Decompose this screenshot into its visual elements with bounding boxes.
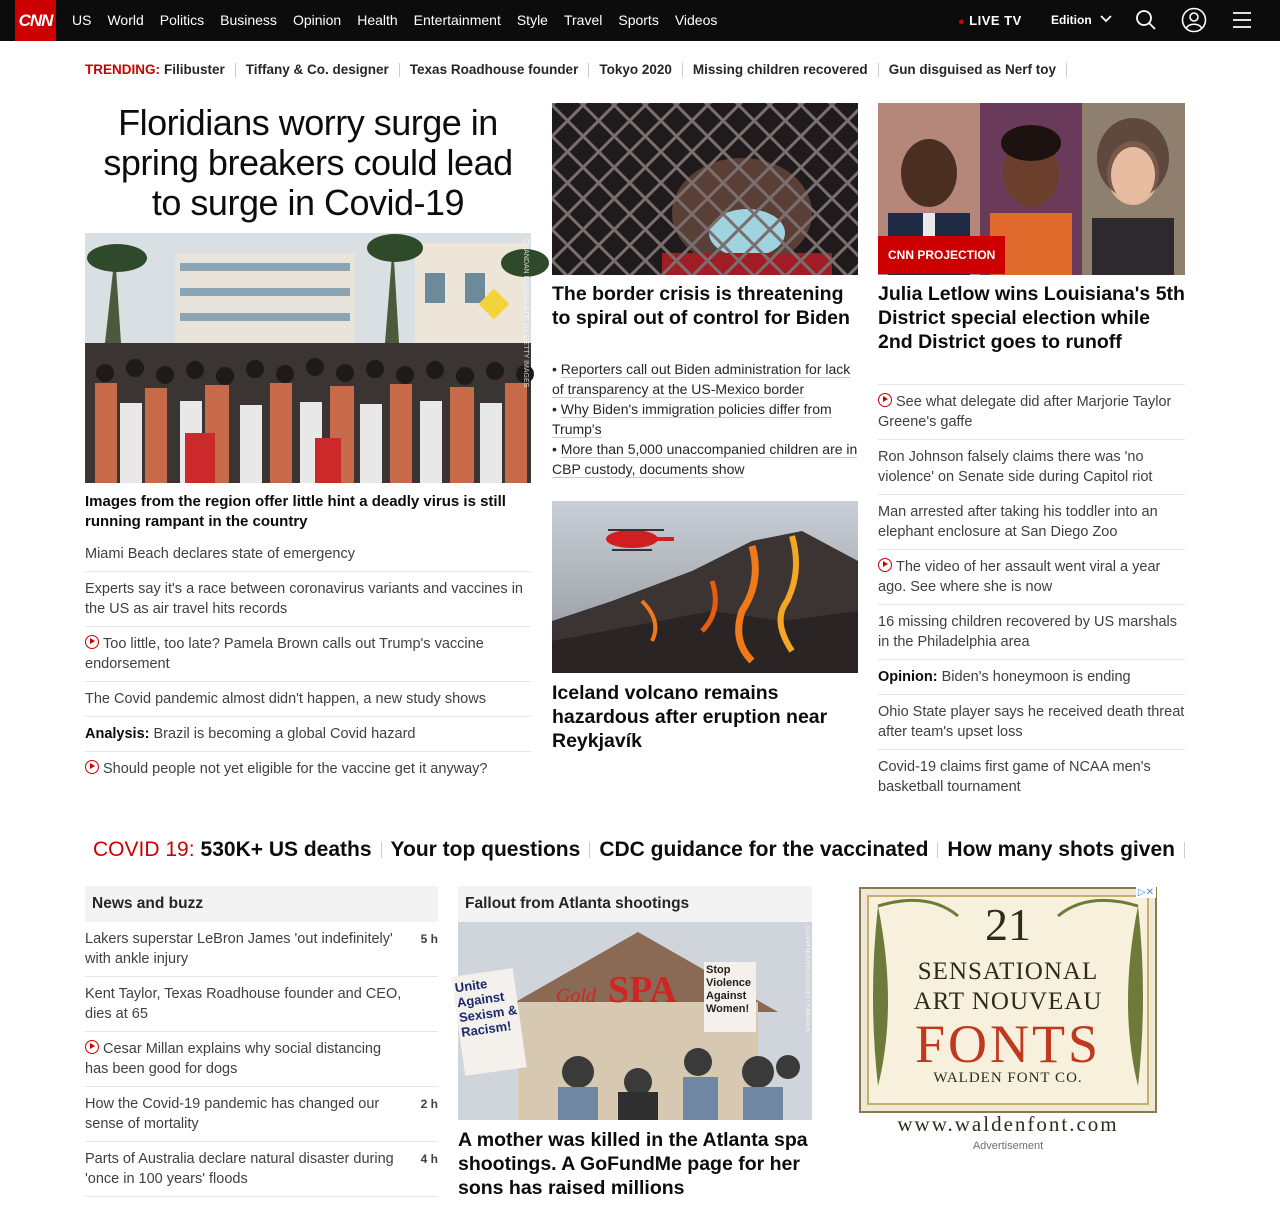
top-nav	[0, 0, 1280, 41]
divider	[588, 63, 589, 77]
list-item-text: Parts of Australia declare natural disaster during 'once in 100 years' floods	[85, 1151, 394, 1187]
divider	[235, 63, 236, 77]
border-detainee-image[interactable]	[552, 103, 858, 275]
cnn-projection-badge: CNN PROJECTION	[878, 236, 1005, 274]
atlanta-headline[interactable]: A mother was killed in the Atlanta spa shootings. A GoFundMe page for her sons has raised millions	[458, 1129, 808, 1199]
menu-icon[interactable]	[1231, 8, 1255, 32]
list-item-prefix: Analysis:	[85, 726, 150, 742]
list-item-text: Should people not yet eligible for the vaccine get it anyway?	[103, 761, 488, 777]
ad-url: www.waldenfont.com	[897, 1112, 1119, 1136]
divider	[682, 63, 683, 77]
cnn-logo[interactable]: CNN	[15, 0, 56, 41]
nav-link-us[interactable]: US	[72, 12, 92, 28]
trending-item[interactable]: Texas Roadhouse founder	[409, 62, 579, 77]
gold-sign-text: Gold	[556, 985, 596, 1007]
nav-link-style[interactable]: Style	[516, 12, 548, 28]
advertisement-label: Advertisement	[972, 1140, 1044, 1152]
lead-headline[interactable]: Floridians worry surge in spring breakers could lead to surge in Covid-19	[103, 102, 513, 223]
bullet-text: More than 5,000 unaccompanied children are in CBP custody, documents show	[552, 441, 858, 477]
search-icon[interactable]	[1134, 8, 1158, 32]
divider	[937, 842, 938, 858]
miami-beach-crowd-image[interactable]	[85, 233, 531, 483]
lead-related-list	[85, 537, 531, 786]
ad-number: 21	[985, 899, 1031, 950]
divider	[589, 842, 590, 858]
nav-link-travel[interactable]: Travel	[563, 12, 603, 28]
volcano-headline[interactable]: Iceland volcano remains hazardous after eruption near Reykjavík	[552, 682, 828, 752]
atlanta-protest-image[interactable]	[453, 922, 812, 1120]
covid-label: COVID 19:	[93, 838, 195, 861]
divider	[381, 842, 382, 858]
trending-item[interactable]: Tiffany & Co. designer	[245, 62, 389, 77]
louisiana-related-list	[878, 384, 1185, 804]
list-item[interactable]	[85, 922, 438, 977]
nav-link-videos[interactable]: Videos	[674, 12, 718, 28]
list-item-text: The video of her assault went viral a year ago. See where she is now	[878, 559, 1161, 595]
list-item-text: Brazil is becoming a global Covid hazard	[153, 726, 416, 742]
nav-link-opinion[interactable]: Opinion	[292, 12, 342, 28]
nav-link-world[interactable]: World	[107, 12, 144, 28]
list-item-text: Ron Johnson falsely claims there was 'no violence' on Senate side during Capitol riot	[878, 449, 1153, 485]
trending-item[interactable]: Gun disguised as Nerf toy	[888, 62, 1056, 77]
list-item[interactable]	[85, 977, 438, 1032]
live-tv-link[interactable]	[958, 0, 1022, 43]
trending-bar	[85, 62, 1077, 77]
list-item-text: Lakers superstar LeBron James 'out indefinitely' with ankle injury	[85, 931, 393, 967]
list-item-text: See what delegate did after Marjorie Taylor Greene's gaffe	[878, 394, 1172, 430]
border-headline[interactable]: The border crisis is threatening to spiral out of control for Biden	[552, 283, 850, 329]
list-item[interactable]	[85, 752, 531, 786]
play-icon	[85, 1040, 99, 1054]
play-icon	[878, 558, 892, 572]
advertisement-banner[interactable]	[858, 886, 1158, 1136]
nav-link-health[interactable]: Health	[357, 12, 398, 28]
account-icon[interactable]	[1181, 7, 1207, 33]
chevron-down-icon	[1100, 15, 1112, 23]
list-item[interactable]	[878, 440, 1185, 495]
list-item[interactable]	[85, 1142, 438, 1197]
list-item-text: Ohio State player says he received death threat after team's upset loss	[878, 704, 1185, 740]
list-item-text: How the Covid-19 pandemic has changed our sense of mortality	[85, 1096, 380, 1132]
edition-selector[interactable]	[1051, 0, 1112, 41]
list-item[interactable]	[878, 695, 1185, 750]
play-icon	[878, 393, 892, 407]
photo-credit: CHANDAN KHANNA/AFP VIA GETTY IMAGES	[522, 239, 529, 388]
list-item-text: Kent Taylor, Texas Roadhouse founder and CEO, dies at 65	[85, 986, 402, 1022]
list-item-text: Biden's honeymoon is ending	[941, 669, 1131, 685]
louisiana-headline[interactable]: Julia Letlow wins Louisiana's 5th District special election while 2nd District goes to runoff	[878, 283, 1185, 353]
news-buzz-header: News and buzz	[85, 886, 438, 922]
iceland-volcano-image[interactable]	[552, 501, 858, 673]
list-item-text: Miami Beach declares state of emergency	[85, 546, 355, 562]
list-item-text: Cesar Millan explains why social distancing has been good for dogs	[85, 1041, 382, 1077]
list-item[interactable]	[85, 1087, 438, 1142]
edition-label: Edition	[1051, 13, 1092, 27]
list-item[interactable]	[878, 660, 1185, 695]
list-item-text: Experts say it's a race between coronavirus variants and vaccines in the US as air travel hits records	[85, 581, 523, 617]
divider	[878, 63, 879, 77]
live-dot-icon: ●	[958, 16, 966, 28]
play-icon	[85, 760, 99, 774]
list-item[interactable]	[878, 750, 1185, 804]
list-item[interactable]	[85, 537, 531, 572]
covid-link[interactable]: 530K+ US deaths	[200, 838, 372, 861]
bullet-item[interactable]: • Reporters call out Biden administration for lack of transparency at the US-Mexico border	[552, 361, 851, 397]
covid-link[interactable]: CDC guidance for the vaccinated	[599, 838, 929, 861]
nav-link-entertainment[interactable]: Entertainment	[413, 12, 501, 28]
timestamp: 4 h	[420, 1152, 438, 1166]
trending-item[interactable]: Tokyo 2020	[599, 62, 672, 77]
list-item-prefix: Opinion:	[878, 669, 938, 685]
divider	[1066, 63, 1067, 77]
nav-link-sports[interactable]: Sports	[618, 12, 659, 28]
list-item-text: The Covid pandemic almost didn't happen, a new study shows	[85, 691, 486, 707]
list-item-text: Man arrested after taking his toddler into an elephant enclosure at San Diego Zoo	[878, 504, 1158, 540]
adchoices-icon[interactable]: ▷✕	[1137, 887, 1154, 898]
divider	[399, 63, 400, 77]
list-item[interactable]	[85, 717, 531, 752]
live-tv-label: LIVE TV	[969, 13, 1022, 28]
list-item[interactable]	[878, 605, 1185, 660]
spa-sign-text: SPA	[608, 969, 677, 1011]
photo-credit: ELIJAH NOUVELAGE/GETTY IMAGES	[804, 926, 810, 1032]
bullet-text: Why Biden's immigration policies differ from Trump's	[552, 401, 832, 437]
list-item[interactable]	[85, 627, 531, 682]
bullet-item[interactable]: • Why Biden's immigration policies differ from Trump's	[552, 401, 832, 437]
list-item[interactable]	[878, 495, 1185, 550]
covid-bar	[93, 838, 1194, 862]
nav-link-politics[interactable]: Politics	[159, 12, 205, 28]
list-item[interactable]	[85, 682, 531, 717]
nav-link-business[interactable]: Business	[220, 12, 277, 28]
timestamp: 2 h	[420, 1097, 438, 1111]
trending-item[interactable]: Missing children recovered	[692, 62, 868, 77]
list-item-text: 16 missing children recovered by US marshals in the Philadelphia area	[878, 614, 1177, 650]
list-item-text: Too little, too late? Pamela Brown calls out Trump's vaccine endorsement	[85, 636, 484, 672]
trending-item[interactable]: Filibuster	[164, 62, 225, 77]
stop-sign-text: Stop Violence Against Women!	[706, 964, 752, 1015]
border-bullets	[552, 359, 858, 479]
divider	[1184, 842, 1185, 858]
covid-link[interactable]: Your top questions	[390, 838, 581, 861]
list-item[interactable]	[878, 385, 1185, 440]
bullet-text: Reporters call out Biden administration for lack of transparency at the US-Mexico border	[552, 361, 851, 397]
atlanta-section-header: Fallout from Atlanta shootings	[458, 886, 812, 922]
lead-caption[interactable]: Images from the region offer little hint a deadly virus is still running rampant in the country	[85, 493, 506, 530]
play-icon	[85, 635, 99, 649]
unite-sign-text: Unite Against Sexism & Racism!	[453, 975, 519, 1040]
ad-line4: WALDEN FONT CO.	[933, 1070, 1083, 1086]
list-item[interactable]	[85, 572, 531, 627]
news-buzz-list	[85, 922, 438, 1197]
covid-link[interactable]: How many shots given	[947, 838, 1175, 861]
trending-label: TRENDING:	[85, 62, 160, 77]
section-nav	[72, 0, 733, 41]
ad-line1: SENSATIONAL	[917, 958, 1099, 985]
list-item-text: Covid-19 claims first game of NCAA men's basketball tournament	[878, 759, 1151, 795]
bullet-item[interactable]: • More than 5,000 unaccompanied children are in CBP custody, documents show	[552, 441, 858, 477]
timestamp: 5 h	[420, 932, 438, 946]
ad-line3: FONTS	[914, 1014, 1102, 1074]
list-item[interactable]	[85, 1032, 438, 1087]
ad-line2: ART NOUVEAU	[913, 988, 1103, 1015]
list-item[interactable]	[878, 550, 1185, 605]
